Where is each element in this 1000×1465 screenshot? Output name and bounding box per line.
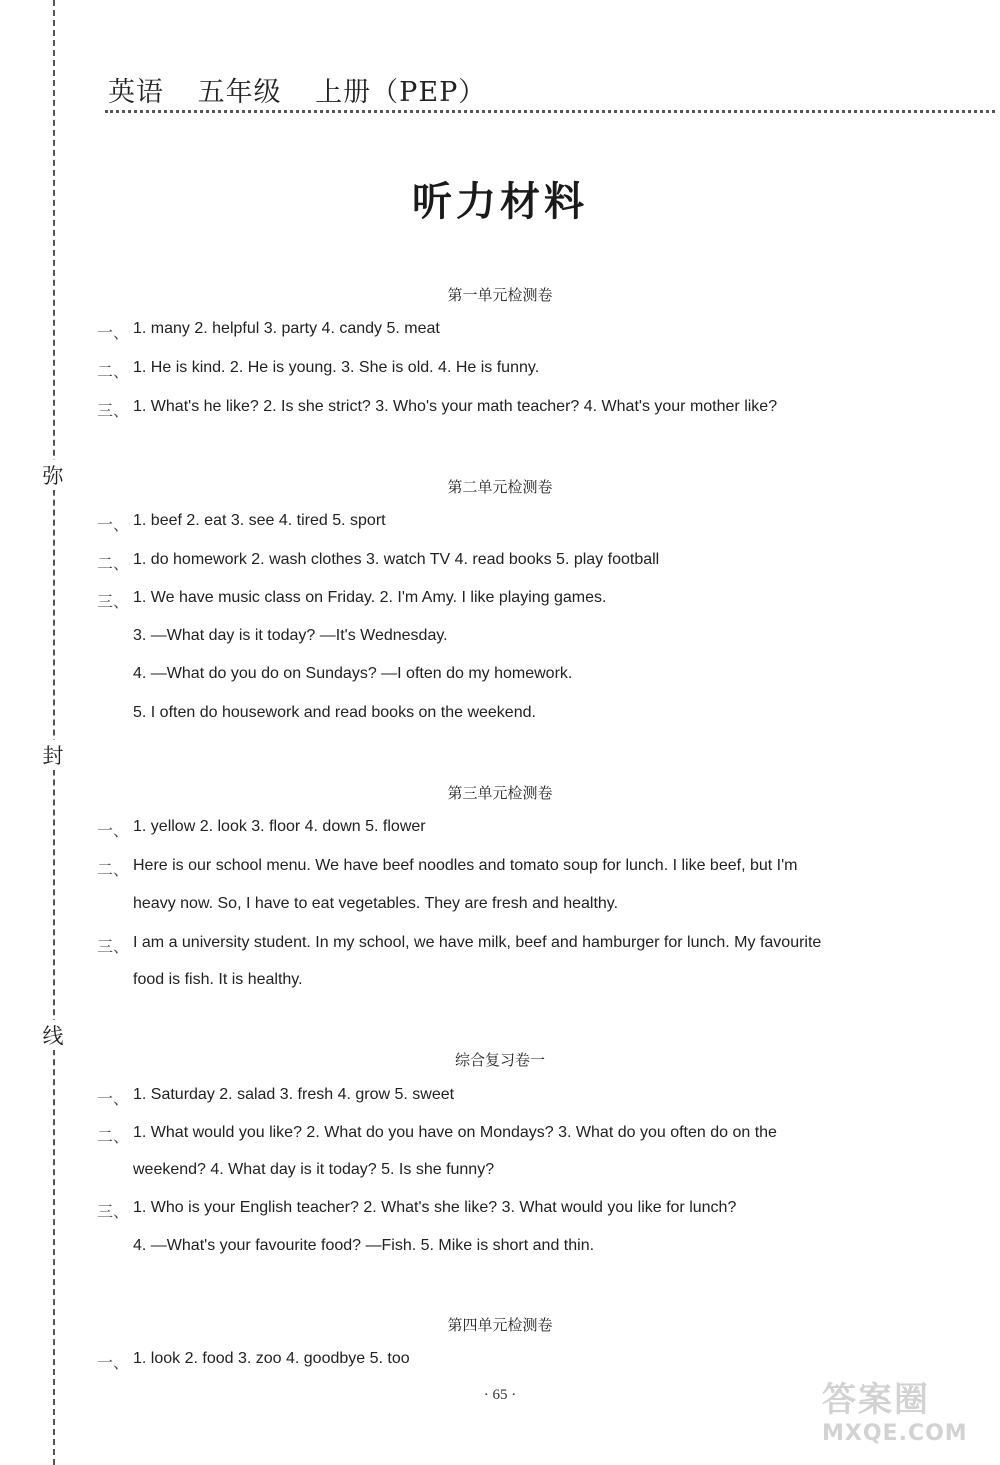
binding-label-bottom: 线 xyxy=(40,1020,66,1050)
item-marker: 二、 xyxy=(97,362,130,381)
answer-line: 1. look 2. food 3. zoo 4. goodbye 5. too xyxy=(133,1350,410,1367)
item-marker: 三、 xyxy=(97,592,130,611)
item-marker: 三、 xyxy=(97,1202,130,1221)
section-title: 第三单元检测卷 xyxy=(447,784,553,802)
answer-line: 1. He is kind. 2. He is young. 3. She is old. 4. He is funny. xyxy=(133,359,540,376)
answer-line: 1. beef 2. eat 3. see 4. tired 5. sport xyxy=(133,512,386,529)
answer-line: I am a university student. In my school, we have milk, beef and hamburger for lunch. My favourite xyxy=(133,934,822,951)
item-marker: 一、 xyxy=(97,1353,130,1372)
header-volume: 上册（PEP） xyxy=(315,77,487,108)
page-number: · 65 · xyxy=(483,1387,517,1403)
answer-line: weekend? 4. What day is it today? 5. Is she funny? xyxy=(133,1161,495,1178)
watermark-url: MXQE.COM xyxy=(822,1421,968,1446)
answer-line: 1. do homework 2. wash clothes 3. watch TV 4. read books 5. play football xyxy=(133,551,660,568)
section-title: 第二单元检测卷 xyxy=(447,478,553,496)
item-marker: 二、 xyxy=(97,1127,130,1146)
item-marker: 一、 xyxy=(97,1089,130,1108)
item-marker: 一、 xyxy=(97,515,130,534)
answer-line: 1. What's he like? 2. Is she strict? 3. Who's your math teacher? 4. What's your mother like? xyxy=(133,398,778,415)
item-marker: 一、 xyxy=(97,821,130,840)
header-grade: 五年级 xyxy=(197,77,282,108)
section-title: 第四单元检测卷 xyxy=(447,1316,553,1334)
answer-line: 4. —What do you do on Sundays? —I often do my homework. xyxy=(133,665,573,682)
answer-line: 1. many 2. helpful 3. party 4. candy 5. meat xyxy=(133,320,440,337)
answer-line: 5. I often do housework and read books on the weekend. xyxy=(133,704,536,721)
page-title: 听力材料 xyxy=(412,179,588,225)
answer-line: 4. —What's your favourite food? —Fish. 5. Mike is short and thin. xyxy=(133,1237,595,1254)
answer-line: 1. What would you like? 2. What do you have on Mondays? 3. What do you often do on the xyxy=(133,1124,777,1141)
header-subject: 英语 xyxy=(108,77,164,108)
item-marker: 二、 xyxy=(97,860,130,879)
section-title: 综合复习卷一 xyxy=(454,1051,545,1069)
answer-line: 3. —What day is it today? —It's Wednesday. xyxy=(133,627,448,644)
binding-label-top: 弥 xyxy=(40,460,66,490)
answer-line: Here is our school menu. We have beef noodles and tomato soup for lunch. I like beef, but I'm xyxy=(133,857,798,874)
watermark-text: 答案圈 xyxy=(822,1380,930,1420)
item-marker: 二、 xyxy=(97,554,130,573)
answer-line: heavy now. So, I have to eat vegetables. They are fresh and healthy. xyxy=(133,895,619,912)
header-dotted-rule xyxy=(105,110,995,113)
answer-line: 1. yellow 2. look 3. floor 4. down 5. flower xyxy=(133,818,426,835)
item-marker: 一、 xyxy=(97,323,130,342)
answer-line: 1. Saturday 2. salad 3. fresh 4. grow 5. sweet xyxy=(133,1086,455,1103)
watermark-logo xyxy=(822,1372,992,1452)
answer-line: food is fish. It is healthy. xyxy=(133,971,303,988)
item-marker: 三、 xyxy=(97,401,130,420)
answer-line: 1. We have music class on Friday. 2. I'm Amy. I like playing games. xyxy=(133,589,607,606)
answer-line: 1. Who is your English teacher? 2. What's she like? 3. What would you like for lunch? xyxy=(133,1199,737,1216)
section-title: 第一单元检测卷 xyxy=(447,286,553,304)
binding-label-middle: 封 xyxy=(40,740,66,770)
item-marker: 三、 xyxy=(97,937,130,956)
running-header xyxy=(108,70,510,109)
